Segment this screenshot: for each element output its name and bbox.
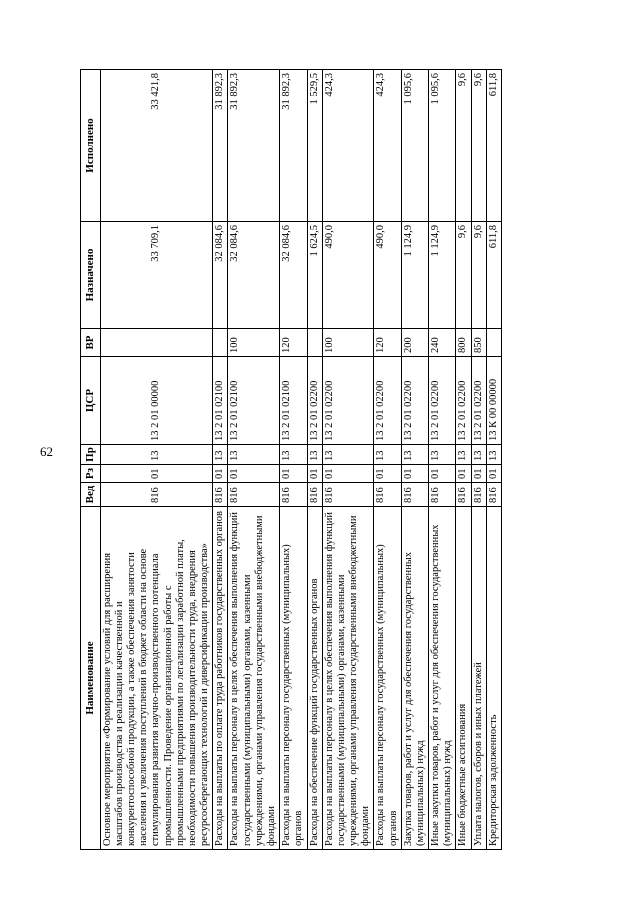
cell-rz: 01: [213, 465, 228, 483]
cell-vr: [100, 329, 213, 357]
page-number: 62: [40, 444, 53, 459]
cell-assigned: 9,6: [471, 222, 486, 329]
cell-vr: 120: [280, 329, 307, 357]
header-name: Наименование: [81, 507, 101, 850]
cell-assigned: 32 084,6: [213, 222, 228, 329]
cell-executed: 611,8: [486, 70, 501, 222]
cell-vr: 800: [456, 329, 471, 357]
cell-csr: 13 2 01 02200: [471, 357, 486, 445]
cell-assigned: 490,0: [374, 222, 401, 329]
cell-assigned: 1 624,5: [307, 222, 322, 329]
cell-name: Основное мероприятие «Формирование условий для расширения масштабов производства и реализации качественной и конкурентоспособной продукции, а также обеспечения занятости населения и увеличения поступлений в бюджет области на основе стимулирования развития научно-производственного потенциала промышленности. Проведение организационной работы с промышленными предприятиями по легализации заработной платы, необходимости повышения производительности труда, внедрения ресурсосберегающих технологий и диверсификации производства»: [100, 507, 213, 850]
cell-rz: 01: [486, 465, 501, 483]
cell-vr: [486, 329, 501, 357]
cell-csr: 13 К 00 00000: [486, 357, 501, 445]
cell-executed: 1 095,6: [401, 70, 428, 222]
cell-pr: 13: [228, 445, 280, 465]
cell-ved: 816: [280, 483, 307, 507]
cell-name: Уплата налогов, сборов и иных платежей: [471, 507, 486, 850]
cell-ved: 816: [374, 483, 401, 507]
cell-csr: 13 2 01 02200: [456, 357, 471, 445]
cell-assigned: 1 124,9: [429, 222, 456, 329]
cell-rz: 01: [456, 465, 471, 483]
cell-assigned: 611,8: [486, 222, 501, 329]
cell-csr: 13 2 01 02100: [213, 357, 228, 445]
table-header-row: [81, 70, 101, 850]
cell-pr: 13: [471, 445, 486, 465]
table-row: [100, 70, 213, 850]
cell-vr: 850: [471, 329, 486, 357]
cell-assigned: 9,6: [456, 222, 471, 329]
cell-executed: 9,6: [456, 70, 471, 222]
cell-executed: 1 529,5: [307, 70, 322, 222]
cell-pr: 13: [456, 445, 471, 465]
cell-name: Закупка товаров, работ и услуг для обеспечения государственных (муниципальных) нужд: [401, 507, 428, 850]
header-vr: ВР: [81, 329, 101, 357]
table-row: [213, 70, 228, 850]
cell-ved: 816: [213, 483, 228, 507]
cell-executed: 33 421,8: [100, 70, 213, 222]
cell-assigned: 32 084,6: [280, 222, 307, 329]
table-row: [228, 70, 280, 850]
cell-assigned: 32 084,6: [228, 222, 280, 329]
header-csr: ЦСР: [81, 357, 101, 445]
cell-executed: 9,6: [471, 70, 486, 222]
cell-executed: 1 095,6: [429, 70, 456, 222]
cell-rz: 01: [228, 465, 280, 483]
header-pr: Пр: [81, 445, 101, 465]
cell-name: Иные закупки товаров, работ и услуг для обеспечения государственных (муниципальных) нужд: [429, 507, 456, 850]
cell-executed: 31 892,3: [213, 70, 228, 222]
cell-csr: 13 2 01 02200: [429, 357, 456, 445]
cell-ved: 816: [401, 483, 428, 507]
cell-rz: 01: [100, 465, 213, 483]
cell-csr: 13 2 01 02200: [374, 357, 401, 445]
cell-rz: 01: [374, 465, 401, 483]
table-row: [401, 70, 428, 850]
cell-vr: 240: [429, 329, 456, 357]
cell-rz: 01: [471, 465, 486, 483]
cell-name: Расходы на выплаты персоналу государственных (муниципальных) органов: [374, 507, 401, 850]
cell-executed: 31 892,3: [228, 70, 280, 222]
cell-vr: [213, 329, 228, 357]
cell-csr: 13 2 01 02200: [307, 357, 322, 445]
header-executed: Исполнено: [81, 70, 101, 222]
cell-rz: 01: [429, 465, 456, 483]
table-body: [100, 70, 501, 850]
cell-csr: 13 2 01 02200: [322, 357, 374, 445]
cell-ved: 816: [486, 483, 501, 507]
cell-rz: 01: [307, 465, 322, 483]
table-row: [486, 70, 501, 850]
cell-ved: 816: [429, 483, 456, 507]
cell-assigned: 33 709,1: [100, 222, 213, 329]
cell-ved: 816: [100, 483, 213, 507]
cell-ved: 816: [228, 483, 280, 507]
cell-rz: 01: [280, 465, 307, 483]
cell-pr: 13: [280, 445, 307, 465]
cell-name: Иные бюджетные ассигнования: [456, 507, 471, 850]
cell-vr: 120: [374, 329, 401, 357]
cell-csr: 13 2 01 02100: [228, 357, 280, 445]
cell-ved: 816: [456, 483, 471, 507]
cell-pr: 13: [307, 445, 322, 465]
cell-vr: 100: [322, 329, 374, 357]
cell-csr: 13 2 01 00000: [100, 357, 213, 445]
cell-pr: 13: [429, 445, 456, 465]
cell-ved: 816: [322, 483, 374, 507]
cell-ved: 816: [471, 483, 486, 507]
cell-csr: 13 2 01 02200: [401, 357, 428, 445]
cell-rz: 01: [401, 465, 428, 483]
cell-name: Расходы на выплаты персоналу в целях обеспечения выполнения функций государственными (муниципальными) органами, казенными учреждениями, органами управления государственными внебюджетными фондами: [228, 507, 280, 850]
cell-vr: 200: [401, 329, 428, 357]
cell-assigned: 1 124,9: [401, 222, 428, 329]
cell-executed: 424,3: [374, 70, 401, 222]
cell-vr: 100: [228, 329, 280, 357]
cell-name: Расходы на выплаты по оплате труда работников государственных органов: [213, 507, 228, 850]
table-row: [280, 70, 307, 850]
cell-executed: 31 892,3: [280, 70, 307, 222]
cell-pr: 13: [100, 445, 213, 465]
header-ved: Вед: [81, 483, 101, 507]
table-row: [456, 70, 471, 850]
cell-pr: 13: [374, 445, 401, 465]
cell-pr: 13: [486, 445, 501, 465]
cell-csr: 13 2 01 02100: [280, 357, 307, 445]
cell-executed: 424,3: [322, 70, 374, 222]
cell-name: Расходы на выплаты персоналу государственных (муниципальных) органов: [280, 507, 307, 850]
header-assigned: Назначено: [81, 222, 101, 329]
budget-execution-table: [80, 69, 502, 850]
table-row: [374, 70, 401, 850]
rotated-page-content: [80, 70, 560, 850]
cell-pr: 13: [322, 445, 374, 465]
cell-pr: 13: [213, 445, 228, 465]
table-row: [471, 70, 486, 850]
table-row: [322, 70, 374, 850]
table-row: [429, 70, 456, 850]
cell-name: Расходы на обеспечение функций государственных органов: [307, 507, 322, 850]
cell-name: Расходы на выплаты персоналу в целях обеспечения выполнения функций государственными (муниципальными) органами, казенными учреждениями, органами управления государственными внебюджетными фондами: [322, 507, 374, 850]
table-row: [307, 70, 322, 850]
cell-pr: 13: [401, 445, 428, 465]
header-rz: Рз: [81, 465, 101, 483]
cell-vr: [307, 329, 322, 357]
cell-rz: 01: [322, 465, 374, 483]
cell-assigned: 490,0: [322, 222, 374, 329]
cell-name: Кредиторская задолженность: [486, 507, 501, 850]
cell-ved: 816: [307, 483, 322, 507]
